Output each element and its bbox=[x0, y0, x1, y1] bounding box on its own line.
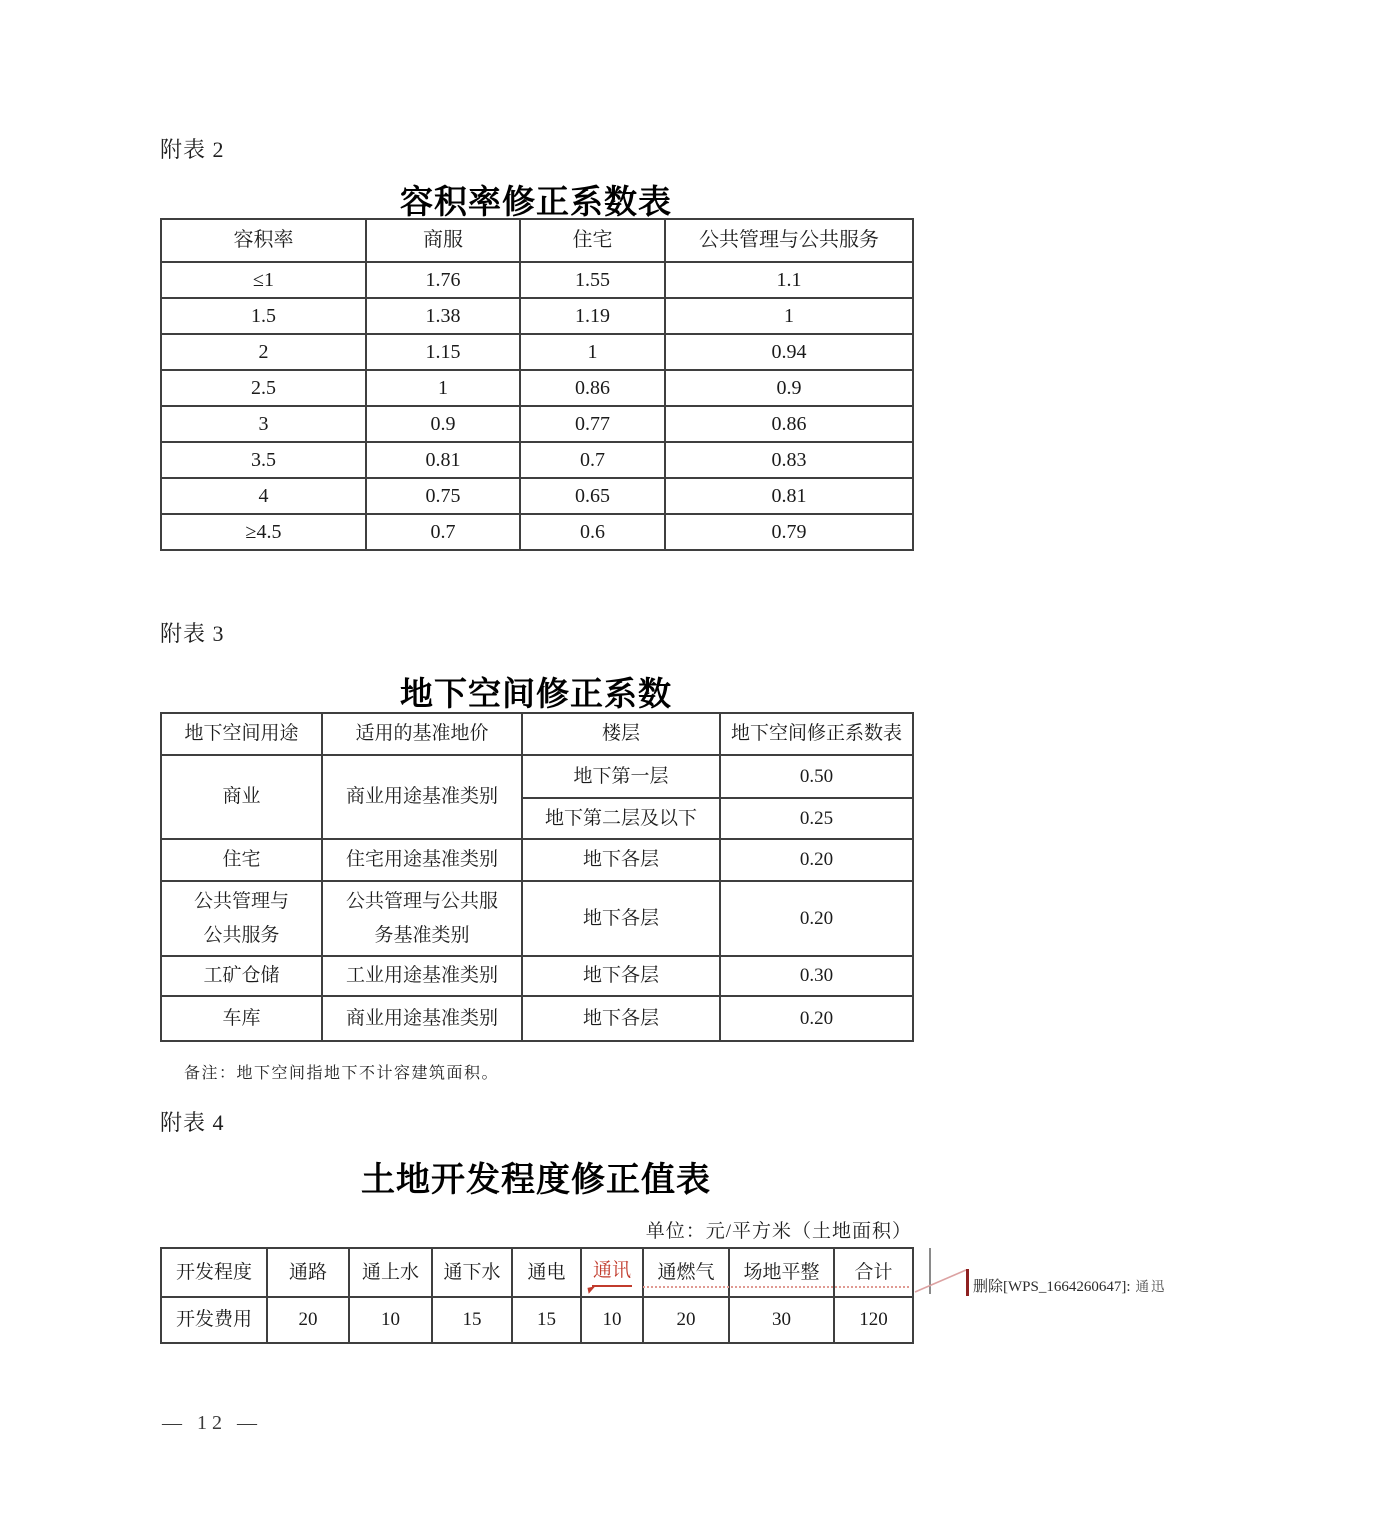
floor-area-ratio-table bbox=[160, 218, 914, 551]
table-cell: 3.5 bbox=[161, 442, 366, 478]
header-cell: 场地平整 bbox=[729, 1248, 834, 1297]
table-cell: 1.1 bbox=[665, 262, 913, 298]
table-cell: 0.30 bbox=[720, 956, 913, 996]
table-cell: 15 bbox=[512, 1297, 581, 1343]
table-cell: 10 bbox=[349, 1297, 432, 1343]
table3-title: 地下空间修正系数 bbox=[400, 675, 672, 712]
table-row bbox=[161, 514, 913, 550]
table-cell: 0.20 bbox=[720, 881, 913, 956]
table-row bbox=[161, 370, 913, 406]
table-row bbox=[161, 442, 913, 478]
cell-line: 公共管理与公共服 bbox=[345, 890, 498, 912]
table-cell: 1.5 bbox=[161, 298, 366, 334]
table-cell: 20 bbox=[267, 1297, 349, 1343]
table-row bbox=[161, 755, 913, 798]
table-cell: 0.9 bbox=[665, 370, 913, 406]
table-cell: 1.76 bbox=[366, 262, 520, 298]
table-cell: 10 bbox=[581, 1297, 643, 1343]
header-cell: 通下水 bbox=[432, 1248, 512, 1297]
table-cell: 0.77 bbox=[520, 406, 665, 442]
header-cell: 合计 bbox=[834, 1248, 913, 1297]
table-cell: 0.75 bbox=[366, 478, 520, 514]
table-cell: 住宅 bbox=[161, 839, 322, 881]
table-cell: 0.9 bbox=[366, 406, 520, 442]
cell-line: 公共管理与 bbox=[193, 890, 289, 912]
table-cell: 0.6 bbox=[520, 514, 665, 550]
table-cell: 0.83 bbox=[665, 442, 913, 478]
table3-label: 附表 3 bbox=[160, 621, 225, 646]
table-cell: 商业用途基准类别 bbox=[322, 996, 522, 1041]
revision-note-label: 删除[WPS_1664260647]: bbox=[973, 1279, 1131, 1295]
table-cell: 工业用途基准类别 bbox=[322, 956, 522, 996]
table-cell: 1.38 bbox=[366, 298, 520, 334]
table-cell: 0.7 bbox=[366, 514, 520, 550]
table-cell: 商业用途基准类别 bbox=[322, 755, 522, 839]
table-row bbox=[161, 406, 913, 442]
table-cell: 地下各层 bbox=[522, 956, 720, 996]
table-cell: 0.20 bbox=[720, 839, 913, 881]
header-cell: 容积率 bbox=[161, 219, 366, 262]
table-cell: 0.79 bbox=[665, 514, 913, 550]
table-cell: 地下各层 bbox=[522, 839, 720, 881]
table-cell: 0.86 bbox=[665, 406, 913, 442]
table-cell: 住宅用途基准类别 bbox=[322, 839, 522, 881]
header-cell: 商服 bbox=[366, 219, 520, 262]
table-cell: 地下各层 bbox=[522, 881, 720, 956]
table-cell: 0.25 bbox=[720, 798, 913, 839]
table-cell bbox=[161, 881, 322, 956]
header-cell: 通路 bbox=[267, 1248, 349, 1297]
table4-label: 附表 4 bbox=[160, 1110, 225, 1135]
cell-line: 公共服务 bbox=[203, 924, 280, 946]
header-cell: 地下空间用途 bbox=[161, 713, 322, 755]
table-cell: 0.7 bbox=[520, 442, 665, 478]
table-cell: 4 bbox=[161, 478, 366, 514]
table-cell: 车库 bbox=[161, 996, 322, 1041]
table-cell: 1.55 bbox=[520, 262, 665, 298]
table-header-row bbox=[161, 219, 913, 262]
table-cell: 2.5 bbox=[161, 370, 366, 406]
table-cell: 1 bbox=[366, 370, 520, 406]
header-cell: 开发程度 bbox=[161, 1248, 267, 1297]
table-row bbox=[161, 956, 913, 996]
table-cell: 15 bbox=[432, 1297, 512, 1343]
table-cell: 0.50 bbox=[720, 755, 913, 798]
deleted-term-text: 通讯 bbox=[592, 1260, 631, 1282]
header-cell: 适用的基准地价 bbox=[322, 713, 522, 755]
table-row bbox=[161, 334, 913, 370]
land-development-table-wrap bbox=[160, 1247, 912, 1342]
table-cell: 120 bbox=[834, 1297, 913, 1343]
table-row bbox=[161, 881, 913, 956]
page-number: — 12 — bbox=[162, 1412, 262, 1434]
revision-deleted-text: 通迅 bbox=[1135, 1279, 1167, 1294]
header-cell: 通电 bbox=[512, 1248, 581, 1297]
table-row bbox=[161, 298, 913, 334]
table-cell: 地下各层 bbox=[522, 996, 720, 1041]
table4-title: 土地开发程度修正值表 bbox=[361, 1161, 711, 1199]
table-row bbox=[161, 1297, 913, 1343]
table-row bbox=[161, 996, 913, 1041]
table-cell: 商业 bbox=[161, 755, 322, 839]
cell-line: 务基准类别 bbox=[374, 924, 470, 946]
table-cell bbox=[322, 881, 522, 956]
tracked-change-note[interactable] bbox=[973, 1275, 1167, 1296]
table-cell: 3 bbox=[161, 406, 366, 442]
table-cell: 0.94 bbox=[665, 334, 913, 370]
table-cell: 1.19 bbox=[520, 298, 665, 334]
table-cell: 0.81 bbox=[366, 442, 520, 478]
deletion-arrow-icon bbox=[587, 1286, 596, 1294]
header-cell: 地下空间修正系数表 bbox=[720, 713, 913, 755]
tracked-change-deleted-term[interactable] bbox=[592, 1258, 632, 1287]
land-development-table bbox=[160, 1247, 914, 1344]
table-header-row bbox=[161, 1248, 913, 1297]
header-cell: 通上水 bbox=[349, 1248, 432, 1297]
table-cell: 开发费用 bbox=[161, 1297, 267, 1343]
table2-title: 容积率修正系数表 bbox=[400, 183, 672, 220]
table-cell: 1.15 bbox=[366, 334, 520, 370]
table-cell: ≥4.5 bbox=[161, 514, 366, 550]
header-cell-deleted-term bbox=[581, 1248, 643, 1297]
table-cell: 1 bbox=[520, 334, 665, 370]
header-cell: 公共管理与公共服务 bbox=[665, 219, 913, 262]
header-cell: 住宅 bbox=[520, 219, 665, 262]
header-cell: 楼层 bbox=[522, 713, 720, 755]
underground-space-table bbox=[160, 712, 914, 1042]
table-cell: ≤1 bbox=[161, 262, 366, 298]
table3-footnote: 备注：地下空间指地下不计容建筑面积。 bbox=[184, 1065, 500, 1082]
table-row bbox=[161, 478, 913, 514]
table-cell: 20 bbox=[643, 1297, 729, 1343]
table-cell: 0.81 bbox=[665, 478, 913, 514]
header-cell: 通燃气 bbox=[643, 1248, 729, 1297]
table-cell: 0.20 bbox=[720, 996, 913, 1041]
table-row bbox=[161, 839, 913, 881]
table-cell: 0.65 bbox=[520, 478, 665, 514]
table-cell: 0.86 bbox=[520, 370, 665, 406]
table-cell: 30 bbox=[729, 1297, 834, 1343]
table-cell: 工矿仓储 bbox=[161, 956, 322, 996]
unit-note: 单位：元/平方米（土地面积） bbox=[645, 1221, 912, 1242]
table-row bbox=[161, 262, 913, 298]
revision-connector bbox=[910, 1242, 974, 1302]
table-cell: 地下第一层 bbox=[522, 755, 720, 798]
table-header-row bbox=[161, 713, 913, 755]
table-cell: 2 bbox=[161, 334, 366, 370]
table-cell: 地下第二层及以下 bbox=[522, 798, 720, 839]
connector-diagonal-line bbox=[915, 1270, 966, 1292]
table2-label: 附表 2 bbox=[160, 137, 225, 162]
table-cell: 1 bbox=[665, 298, 913, 334]
